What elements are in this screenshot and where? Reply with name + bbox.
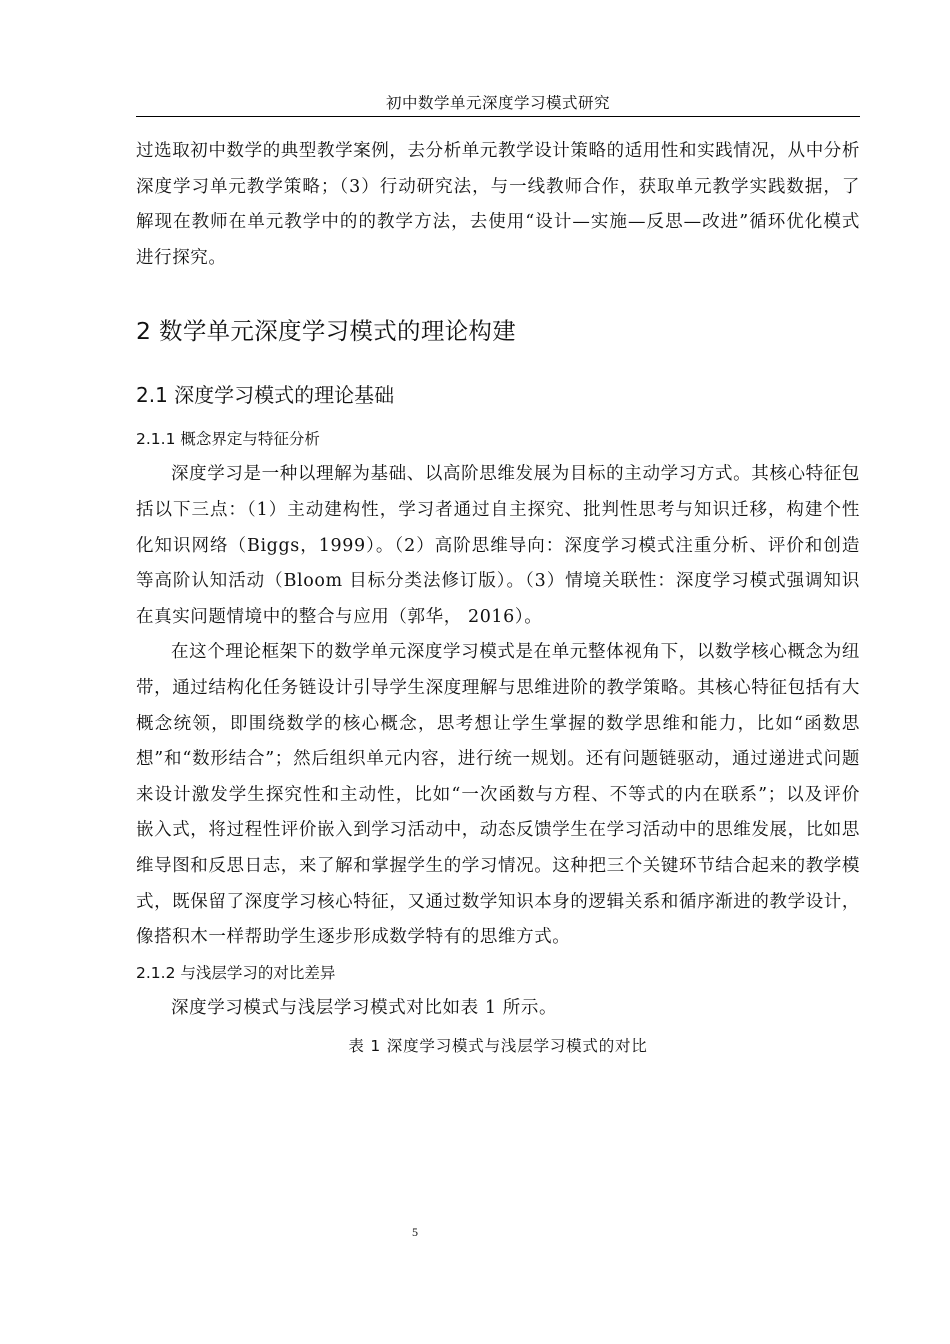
definition-paragraph: 深度学习是一种以理解为基础、以高阶思维发展为目标的主动学习方式。其核心特征包括以下三点：（1）主动建构性，学习者通过自主探究、批判性思考与知识迁移，构建个性化知识网络（Biggs，1999）。（2）高阶思维导向：深度学习模式注重分析、评价和创造等高阶认知活动（Bloom 目标分类法修订版）。（3）情境关联性：深度学习模式强调知识在真实问题情境中的整合与应用（郭华， 2016）。 [136,464,860,627]
intro-paragraph: 过选取初中数学的典型教学案例，去分析单元教学设计策略的适用性和实践情况，从中分析深度学习单元教学策略；（3）行动研究法，与一线教师合作，获取单元教学实践数据，了解现在教师在单元教学中的的教学方法，去使用“设计—实施—反思—改进”循环优化模式进行探究。 [136,141,860,268]
section-2-1-1-heading: 2.1.1 概念界定与特征分析 [136,430,320,449]
page-number: 5 [412,1225,418,1239]
section-2-heading: 2 数学单元深度学习模式的理论构建 [136,317,517,346]
section-2-1-2-heading: 2.1.2 与浅层学习的对比差异 [136,963,336,982]
section-2-1-heading: 2.1 深度学习模式的理论基础 [136,383,395,408]
running-header: 初中数学单元深度学习模式研究 [136,92,860,117]
page-body [136,134,860,1060]
comparison-intro-paragraph: 深度学习模式与浅层学习模式对比如表 1 所示。 [171,997,558,1018]
framework-paragraph: 在这个理论框架下的数学单元深度学习模式是在单元整体视角下，以数学核心概念为纽带，通过结构化任务链设计引导学生深度理解与思维进阶的教学策略。其核心特征包括有大概念统领，即围绕数学的核心概念，思考想让学生掌握的数学思维和能力，比如“函数思想”和“数形结合”；然后组织单元内容，进行统一规划。还有问题链驱动，通过递进式问题来设计激发学生探究性和主动性，比如“一次函数与方程、不等式的内在联系”；以及评价嵌入式，将过程性评价嵌入到学习活动中，动态反馈学生在学习活动中的思维发展，比如思维导图和反思日志，来了解和掌握学生的学习情况。这种把三个关键环节结合起来的教学模式，既保留了深度学习核心特征，又通过数学知识本身的逻辑关系和循序渐进的教学设计，像搭积木一样帮助学生逐步形成数学特有的思维方式。 [136,642,860,948]
table-caption: 表 1 深度学习模式与浅层学习模式的对比 [348,1037,648,1056]
